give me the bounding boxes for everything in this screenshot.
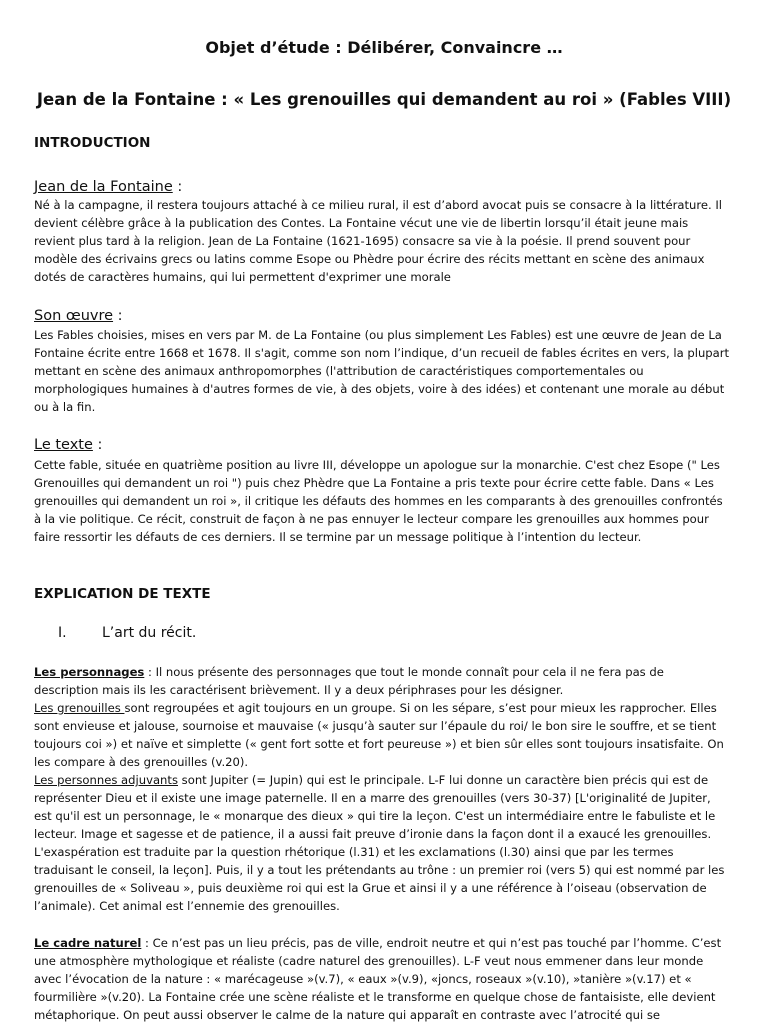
texte-paragraph: Cette fable, située en quatrième position au livre III, développe un apologue sur la monarchie. C'est chez Esope (" Les Grenouilles qui demandent un roi ") puis chez Phèdre que La Fontaine a pris texte pour écrire cette fable. Dans « Les grenouilles qui demandent un roi », il critique les défauts des hommes en les comparants à des grenouilles confrontés à la vie politique. Ce récit, construit de façon à ne pas ennuyer le lecteur compare les grenouilles aux hommes pour faire ressortir les défauts de ces derniers. Il se termine par un message politique à l’intention du lecteur. [34,458,723,544]
part-one-title: L’art du récit. [102,625,197,641]
part-one-number: I. [58,625,67,641]
oeuvre-heading-colon: : [113,308,123,324]
oeuvre-heading [34,307,123,325]
author-paragraph: Né à la campagne, il restera toujours attaché à ce milieu rural, il est d’abord avocat puis se consacre à la littérature. Il devient célèbre grâce à la publication des Contes. La Fontaine vécut une vie de libertin lorsqu’il était jeune mais revient plus tard à la religion. Jean de La Fontaine (1621-1695) consacre sa vie à la poésie. Il prend souvent pour modèle des écrivains grecs ou latins comme Esope ou Phèdre pour écrire des récits mettant en scène des animaux dotés de caractères humains, qui lui permettent d'exprimer une morale [34,198,723,284]
personnages-block [34,663,732,915]
texte-heading-text: Le texte [34,437,93,453]
oeuvre-paragraph: Les Fables choisies, mises en vers par M. de La Fontaine (ou plus simplement Les Fables) est une œuvre de Jean de La Fontaine écrite entre 1668 et 1678. Il s'agit, comme son nom l’indique, d’un recueil de fables écrites en vers, la plupart mettant en scène des animaux anthropomorphes (l'attribution de caractéristiques comportementales ou morphologiques humaines à d'autres formes de vie, à des objets, voire à des idées) et contenant une morale au début ou à la fin. [34,328,730,414]
author-heading-colon: : [172,179,183,195]
adjuvants-text: sont Jupiter (= Jupin) qui est le principale. L-F lui donne un caractère bien précis qui est de représenter Dieu et il existe une image paternelle. Il en a marre des grenouilles (vers 30-37) [L'originalité de Jupiter, est qu'il est un personnage, le « monarque des dieux » qui tire la leçon. C'est un intermédiaire entre le fabuliste et le lecteur. Image et sagesse et de patience, il a aussi fait preuve d’ironie dans la façon dont il a exaucé les grenouilles. L'exaspération est traduite par la question rhétorique (l.31) et les exclamations (l.30) ainsi que par les termes traduisant le conseil, la leçon]. Puis, il y a tout les prétendants au trône : un premier roi (vers 5) qui est nommé par les grenouilles de « Soliveau », puis deuxième roi qui est la Grue et ainsi il y a une référence à l’oiseau (observation de l’animale). Cet animal est l’ennemie des grenouilles. [34,773,725,913]
oeuvre-heading-text: Son œuvre [34,308,114,324]
part-one-heading [58,624,196,642]
cadre-text: : Ce n’est pas un lieu précis, pas de ville, endroit neutre et qui n’est pas touché par l’homme. C’est une atmosphère mythologique et réaliste (cadre naturel des grenouilles). L-F veut nous emmener dans leur monde avec l’évocation de la nature : « marécageuse »(v.7), « eaux »(v.9), «joncs, roseaux »(v.10), »tanière »(v.17) et « fourmilière »(v.20). La Fontaine crée une scène réaliste et le transforme en quelque chose de fantaisiste, elle devient métaphorique. On peut aussi observer le calme de la nature qui apparaît en contraste avec l’atrocité qui se [34,936,722,1022]
document-subtitle: Jean de la Fontaine : « Les grenouilles qui demandent au roi » (Fables VIII) [36,90,732,109]
author-heading-text: Jean de la Fontaine [34,179,173,195]
texte-heading-colon: : [92,437,103,453]
document-title: Objet d’étude : Délibérer, Convaincre … [205,38,563,57]
personnages-label: Les personnages [34,665,145,679]
cadre-label: Le cadre naturel [34,936,142,950]
texte-heading [34,436,102,454]
grenouilles-label: Les grenouilles [34,701,125,715]
personnages-text: : Il nous présente des personnages que tout le monde connaît pour cela il ne fera pas de description mais ils les caractérisent brièvement. Il y a deux périphrases pour les désigner. [34,665,664,697]
cadre-paragraph [34,934,732,1024]
adjuvants-label: Les personnes adjuvants [34,773,178,787]
explication-heading: EXPLICATION DE TEXTE [34,586,211,602]
introduction-heading: INTRODUCTION [34,135,151,151]
author-heading [34,178,182,196]
grenouilles-text: sont regroupées et agit toujours en un groupe. Si on les sépare, s’est pour mieux les rapprocher. Elles sont envieuse et jalouse, sournoise et mauvaise (« jusqu’à sauter sur l’épaule du roi/ le bon sire le souffre, et se tient toujours coi ») et naïve et simplette (« gent fort sotte et fort peureuse ») et bien sûr elles sont toujours insatisfaite. On les compare à des grenouilles (v.20). [34,701,724,769]
